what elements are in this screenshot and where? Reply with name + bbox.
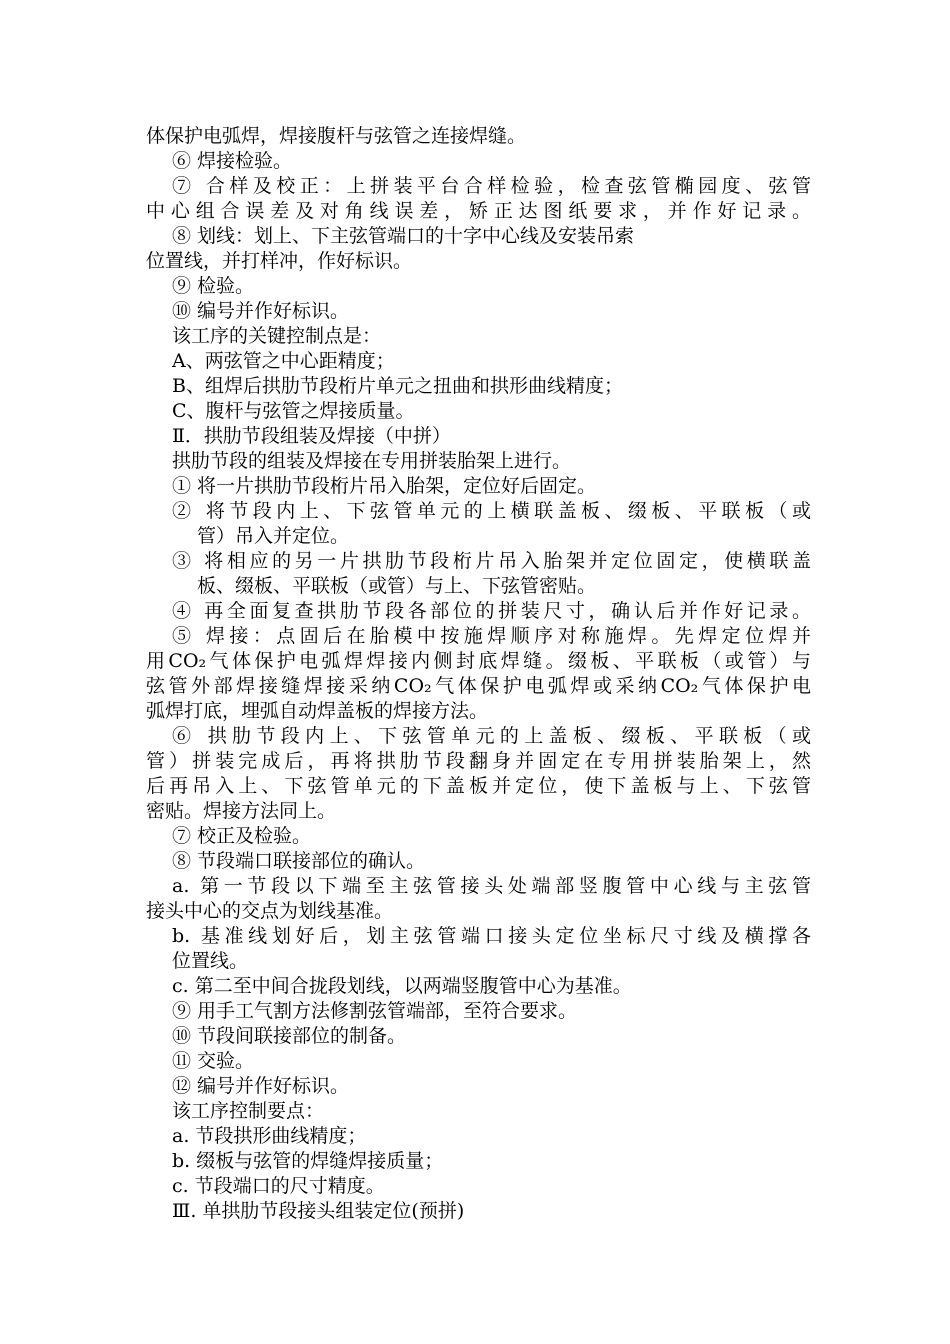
text-line: 管）拼装完成后，再将拱肋节段翻身并固定在专用拼装胎架上，然 — [146, 750, 811, 772]
section-heading: Ⅲ. 单拱肋节段接头组装定位(预拼) — [172, 1200, 465, 1222]
text-line: ⑥ 拱肋节段内上、下弦管单元的上盖板、缀板、平联板（或 — [172, 725, 811, 747]
text-line: 弧焊打底，埋弧自动焊盖板的焊接方法。 — [146, 700, 489, 722]
text-line: ④ 再全面复查拱肋节段各部位的拼装尺寸，确认后并作好记录。 — [172, 600, 811, 622]
text-line: ⑨ 检验。 — [172, 275, 255, 297]
section-heading: Ⅱ．拱肋节段组装及焊接（中拼） — [172, 425, 451, 447]
text-line: ⑤ 焊接：点固后在胎模中按施焊顺序对称施焊。先焊定位焊并 — [172, 625, 811, 647]
text-line: 体保护电弧焊，焊接腹杆与弦管之连接焊缝。 — [146, 125, 527, 147]
text-line: 板、缀板、平联板（或管）与上、下弦管密贴。 — [197, 575, 597, 597]
text-line: 后再吊入上、下弦管单元的下盖板并定位，使下盖板与上、下弦管 — [146, 775, 811, 797]
text-line: C、腹杆与弦管之焊接质量。 — [172, 400, 415, 422]
text-line: A、两弦管之中心距精度； — [172, 350, 395, 372]
text-line: 中心组合误差及对角线误差，矫正达图纸要求，并作好记录。 — [146, 200, 811, 222]
text-line: ⑦ 合样及校正：上拼装平台合样检验，检查弦管椭园度、弦管 — [172, 175, 811, 197]
text-line: ⑨ 用手工气割方法修割弦管端部，至符合要求。 — [172, 1000, 578, 1022]
text-line: ⑦ 校正及检验。 — [172, 825, 312, 847]
text-line: ⑩ 节段间联接部位的制备。 — [172, 1025, 407, 1047]
text-line: c. 第二至中间合拢段划线，以两端竖腹管中心为基准。 — [172, 975, 632, 997]
text-line: a. 节段拱形曲线精度； — [172, 1125, 367, 1147]
text-line: 位置线。 — [172, 950, 249, 972]
text-line: B、组焊后拱肋节段桁片单元之扭曲和拱形曲线精度； — [172, 375, 623, 397]
text-line: 该工序控制要点： — [172, 1100, 325, 1122]
text-line: ⑥ 焊接检验。 — [172, 150, 293, 172]
text-line: 密贴。焊接方法同上。 — [146, 800, 337, 822]
text-line: ⑪ 交验。 — [172, 1050, 255, 1072]
text-line: ⑧ 节段端口联接部位的确认。 — [172, 850, 426, 872]
text-line: ① 将一片拱肋节段桁片吊入胎架，定位好后固定。 — [172, 475, 597, 497]
text-line: 该工序的关键控制点是： — [172, 325, 382, 347]
text-line: ⑧ 划线：划上、下主弦管端口的十字中心线及安装吊索 — [172, 225, 635, 247]
text-line: ③ 将相应的另一片拱肋节段桁片吊入胎架并定位固定，使横联盖 — [172, 550, 811, 572]
text-line: 位置线，并打样冲，作好标识。 — [146, 250, 413, 272]
text-line: ⑩ 编号并作好标识。 — [172, 300, 350, 322]
text-line: 拱肋节段的组装及焊接在专用拼装胎架上进行。 — [172, 450, 572, 472]
text-line: 管）吊入并定位。 — [197, 525, 350, 547]
text-line: a. 第一节段以下端至主弦管接头处端部竖腹管中心线与主弦管 — [172, 875, 811, 897]
text-line: ⑫ 编号并作好标识。 — [172, 1075, 350, 1097]
text-line: 用CO₂气体保护电弧焊焊接内侧封底焊缝。缀板、平联板（或管）与 — [146, 650, 811, 672]
text-line: b. 缀板与弦管的焊缝焊接质量； — [172, 1150, 444, 1172]
text-line: ② 将节段内上、下弦管单元的上横联盖板、缀板、平联板（或 — [172, 500, 811, 522]
text-line: b. 基准线划好后，划主弦管端口接头定位坐标尺寸线及横撑各 — [172, 925, 811, 947]
text-line: 弦管外部焊接缝焊接采纳CO₂气体保护电弧焊或采纳CO₂气体保护电 — [146, 675, 811, 697]
text-line: 接头中心的交点为划线基准。 — [146, 900, 394, 922]
text-line: c. 节段端口的尺寸精度。 — [172, 1175, 385, 1197]
